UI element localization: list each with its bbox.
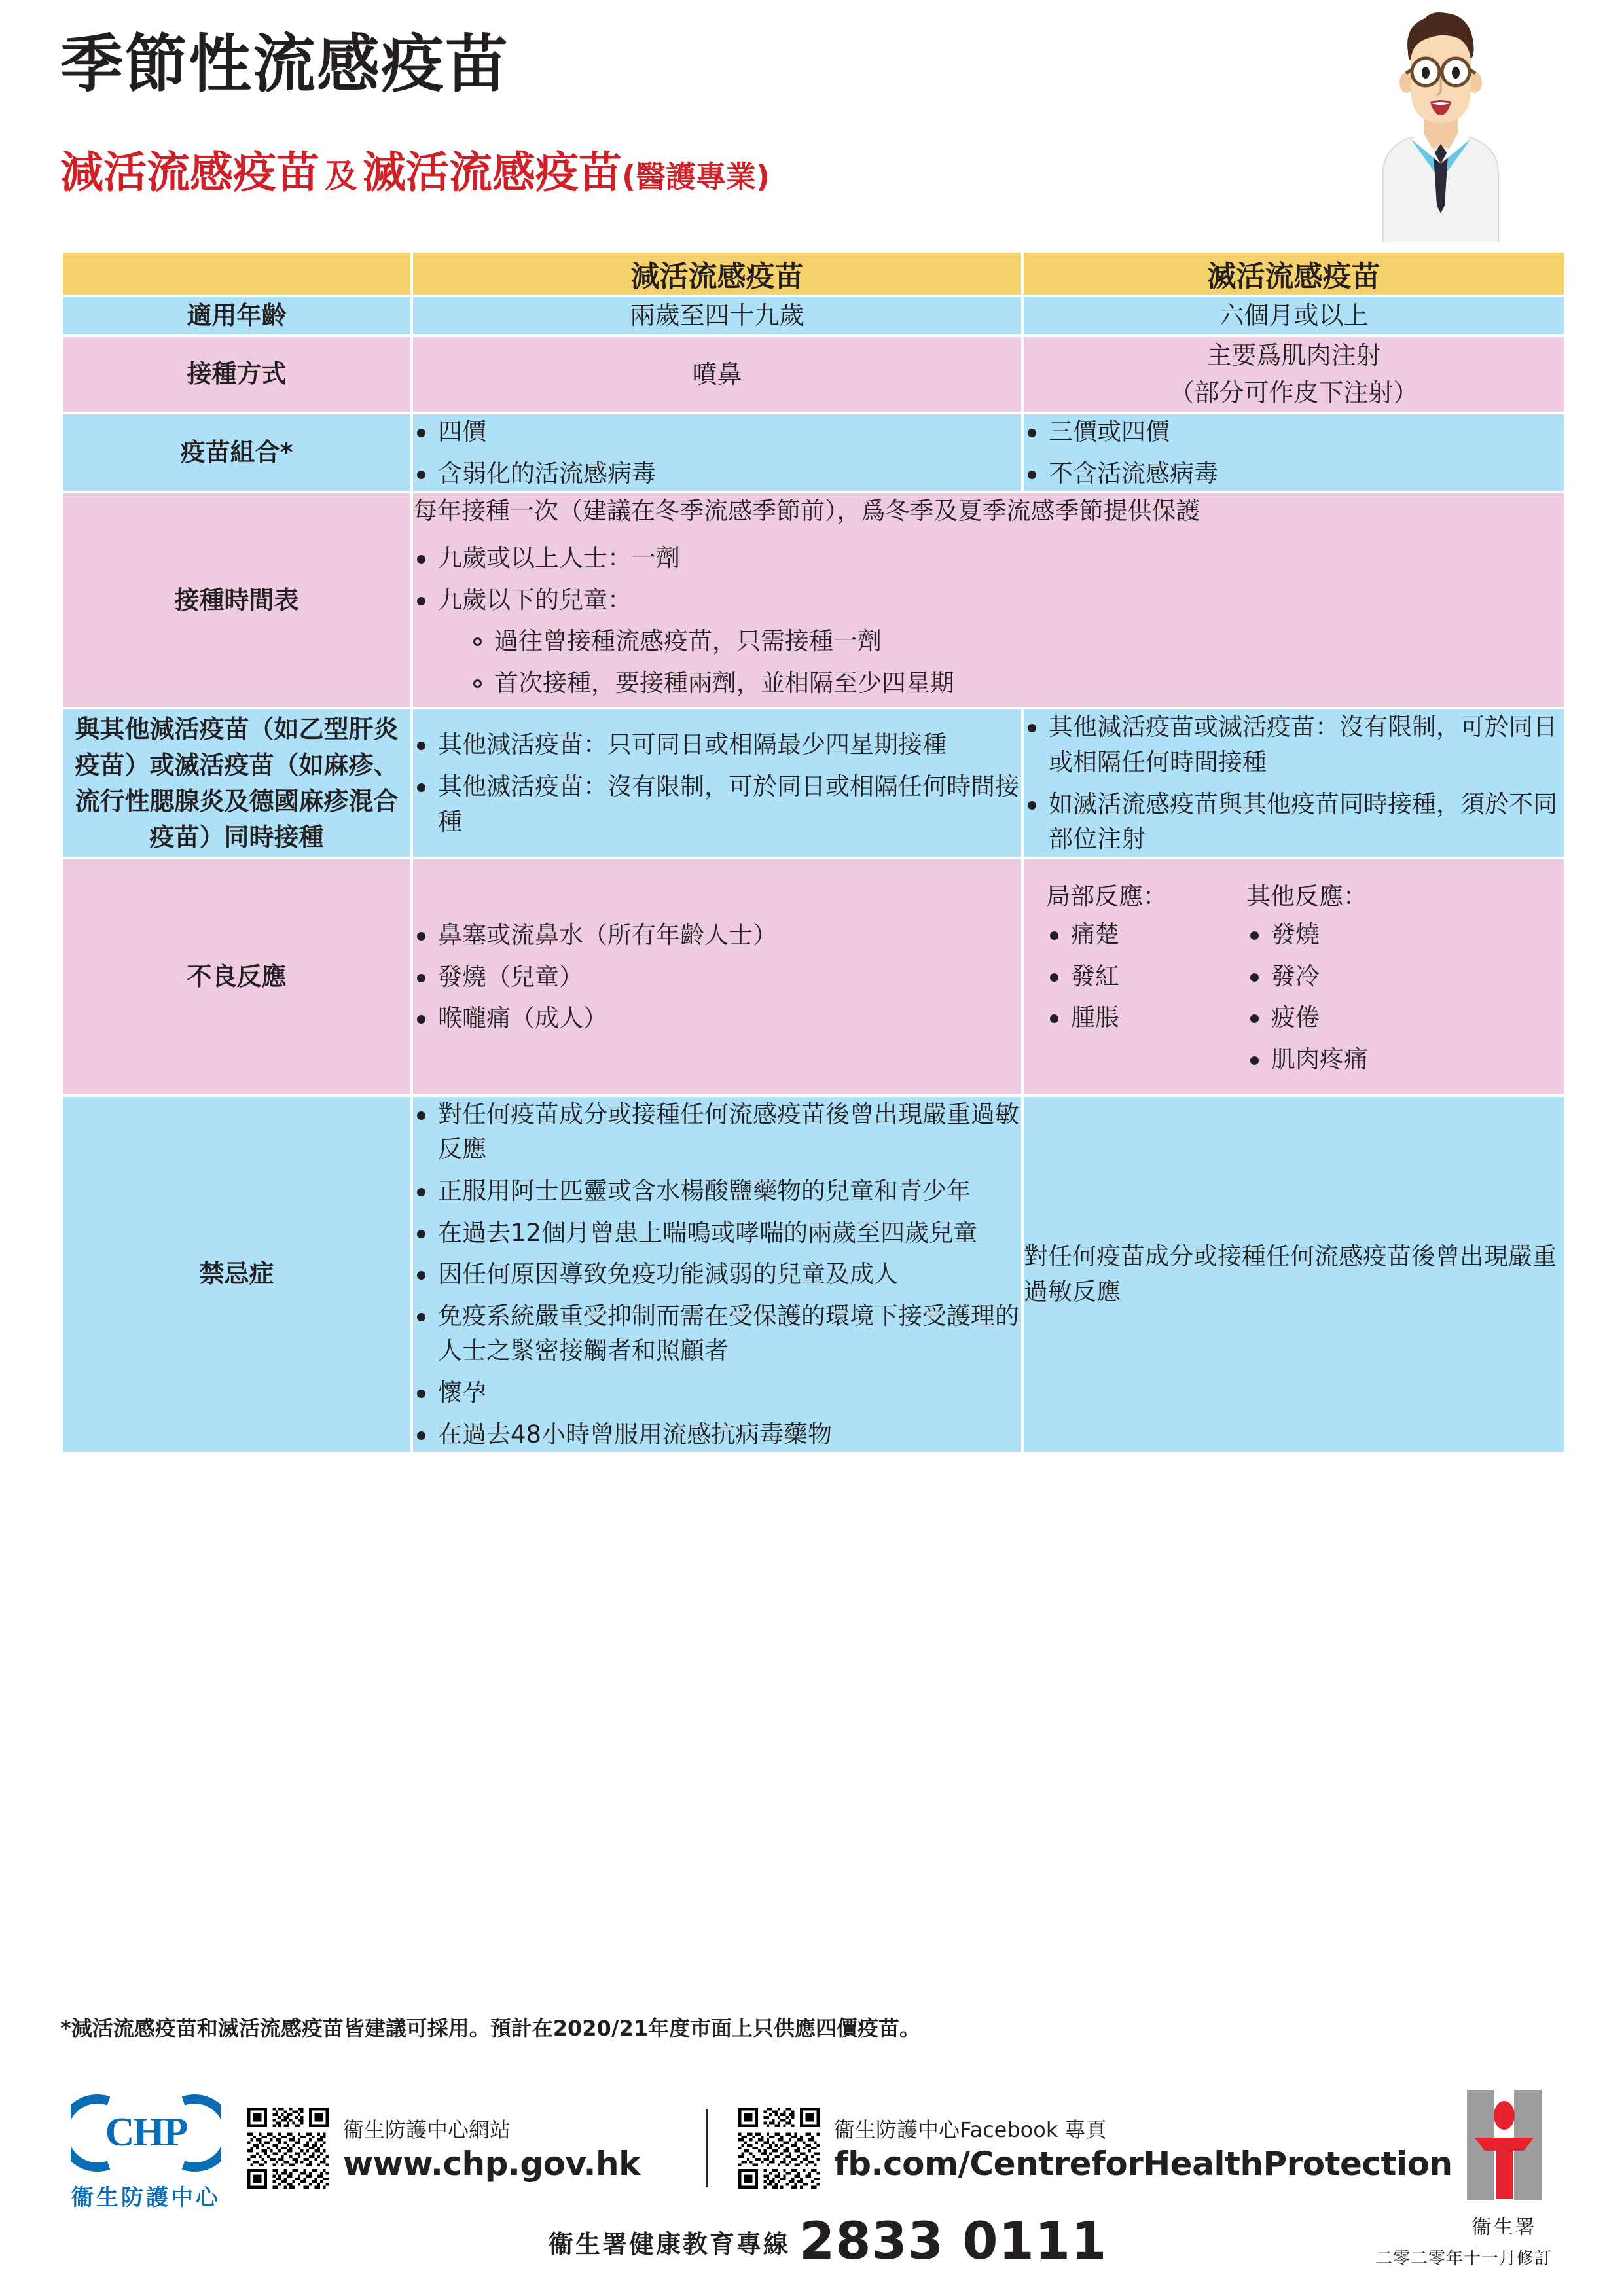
facebook-text-block xyxy=(834,2113,1453,2183)
hotline-number: 2833 0111 xyxy=(799,2212,1108,2271)
website-qr-block[interactable] xyxy=(247,2108,640,2189)
department-of-health-logo xyxy=(1455,2088,1553,2240)
qr-code-facebook-icon[interactable] xyxy=(738,2108,820,2189)
list-item: 發紅 xyxy=(1046,959,1216,994)
adverse-live-list xyxy=(413,918,1021,1036)
row-label-schedule: 接種時間表 xyxy=(62,492,412,708)
list-item: 三價或四價 xyxy=(1024,414,1564,450)
header-cell-live-attenuated: 減活流感疫苗 xyxy=(412,253,1022,296)
row-label-contraindications: 禁忌症 xyxy=(62,1096,412,1454)
cell-coadministration-live xyxy=(412,708,1022,858)
list-item-text: 九歲以下的兒童： xyxy=(438,585,632,614)
list-item: 喉嚨痛（成人） xyxy=(413,1001,1021,1036)
row-label-age: 適用年齡 xyxy=(62,296,412,336)
chp-logo-label: 衞生防護中心 xyxy=(71,2185,221,2211)
adverse-other-group xyxy=(1246,876,1416,1077)
list-item: 四價 xyxy=(413,414,1021,450)
list-item: 鼻塞或流鼻水（所有年齡人士） xyxy=(413,918,1021,953)
doctor-illustration xyxy=(1343,9,1539,242)
cell-composition-live xyxy=(412,413,1022,492)
list-item: 對任何疫苗成分或接種任何流感疫苗後曾出現嚴重過敏反應 xyxy=(413,1097,1021,1167)
list-item: 痛楚 xyxy=(1046,917,1216,952)
adverse-inactivated-groups xyxy=(1024,859,1564,1094)
list-item: 腫脹 xyxy=(1046,1000,1216,1035)
list-item: 不含活流感病毒 xyxy=(1024,456,1564,492)
schedule-sublist xyxy=(438,624,1564,700)
table-row-adverse-reactions xyxy=(62,858,1565,1096)
website-url[interactable]: www.chp.gov.hk xyxy=(343,2145,640,2183)
website-caption: 衞生防護中心網站 xyxy=(343,2117,511,2142)
list-item: 過往曾接種流感疫苗，只需接種一劑 xyxy=(469,624,1564,659)
facebook-url[interactable]: fb.com/CentreforHealthProtection xyxy=(834,2145,1453,2183)
list-item-text: 九歲或以上人士：一劑 xyxy=(438,543,680,572)
subtitle-audience-note: (醫護專業) xyxy=(622,159,770,194)
list-item: 正服用阿士匹靈或含水楊酸鹽藥物的兒童和青少年 xyxy=(413,1174,1021,1209)
table-row-schedule xyxy=(62,492,1565,708)
header-cell-inactivated: 滅活流感疫苗 xyxy=(1022,253,1565,296)
table-row-contraindications xyxy=(62,1096,1565,1454)
vaccine-comparison-table xyxy=(60,253,1566,1454)
cell-schedule-combined xyxy=(412,492,1565,708)
cell-age-live: 兩歲至四十九歲 xyxy=(412,296,1022,336)
page-subtitle xyxy=(60,149,770,197)
list-item: 其他減活疫苗：只可同日或相隔最少四星期接種 xyxy=(413,727,1021,762)
chp-logo xyxy=(71,2093,221,2212)
page-title: 季節性流感疫苗 xyxy=(60,27,509,101)
table-row-coadministration xyxy=(62,708,1565,858)
table-header-row xyxy=(62,253,1565,296)
coadministration-live-list xyxy=(413,727,1021,839)
page-footer xyxy=(0,2081,1624,2296)
subtitle-conjunction: 及 xyxy=(325,157,357,195)
cell-coadministration-inactivated xyxy=(1022,708,1565,858)
row-label-administration: 接種方式 xyxy=(62,336,412,413)
list-item: 在過去12個月曾患上喘鳴或哮喘的兩歲至四歲兒童 xyxy=(413,1215,1021,1251)
cell-adverse-inactivated xyxy=(1022,858,1565,1096)
composition-inactivated-list xyxy=(1024,414,1564,491)
cell-age-inactivated: 六個月或以上 xyxy=(1022,296,1565,336)
row-label-adverse-reactions: 不良反應 xyxy=(62,858,412,1096)
schedule-intro: 每年接種一次（建議在冬季流感季節前），爲冬季及夏季流感季節提供保護 xyxy=(413,497,1200,526)
list-item: 發冷 xyxy=(1246,959,1416,994)
facebook-caption: 衞生防護中心Facebook 專頁 xyxy=(834,2117,1107,2142)
list-item: 如滅活流感疫苗與其他疫苗同時接種，須於不同部位注射 xyxy=(1024,787,1564,857)
cell-composition-inactivated xyxy=(1022,413,1565,492)
list-item: 在過去48小時曾服用流感抗病毒藥物 xyxy=(413,1417,1021,1452)
contraindications-live-list xyxy=(413,1097,1021,1452)
administration-inactivated-line2: （部分可作皮下注射） xyxy=(1169,378,1418,407)
cell-adverse-live xyxy=(412,858,1022,1096)
cell-administration-live: 噴鼻 xyxy=(412,336,1022,413)
dh-logo-icon xyxy=(1455,2088,1553,2206)
subtitle-inactivated-vaccine: 滅活流感疫苗 xyxy=(363,147,622,198)
hotline-label: 衞生署健康教育專線 xyxy=(549,2229,791,2259)
contraindications-inactivated-text: 對任何疫苗成分或接種任何流感疫苗後曾出現嚴重過敏反應 xyxy=(1024,1242,1557,1306)
list-item: 其他滅活疫苗：沒有限制，可於同日或相隔任何時間接種 xyxy=(413,769,1021,839)
cell-contraindications-live xyxy=(412,1096,1022,1454)
coadministration-inactivated-list xyxy=(1024,709,1564,857)
adverse-local-list xyxy=(1046,917,1216,1035)
adverse-other-heading: 其他反應： xyxy=(1246,882,1367,911)
list-item: 肌肉疼痛 xyxy=(1246,1042,1416,1077)
list-item: 首次接種，要接種兩劑，並相隔至少四星期 xyxy=(469,666,1564,701)
row-label-coadministration: 與其他減活疫苗（如乙型肝炎疫苗）或滅活疫苗（如麻疹、流行性腮腺炎及德國麻疹混合疫苗）同時接種 xyxy=(62,708,412,858)
website-text-block xyxy=(343,2113,640,2183)
adverse-local-heading: 局部反應： xyxy=(1046,882,1167,911)
list-item: 含弱化的活流感病毒 xyxy=(413,456,1021,492)
adverse-local-group xyxy=(1046,876,1216,1077)
list-item: 懷孕 xyxy=(413,1375,1021,1410)
cell-administration-inactivated xyxy=(1022,336,1565,413)
header-cell-blank xyxy=(62,253,412,296)
list-item: 免疫系統嚴重受抑制而需在受保護的環境下接受護理的人士之緊密接觸者和照顧者 xyxy=(413,1299,1021,1369)
dh-logo-label: 衞生署 xyxy=(1471,2216,1537,2239)
health-education-hotline xyxy=(549,2212,1107,2271)
svg-text:CHP: CHP xyxy=(105,2110,187,2155)
table-row-composition xyxy=(62,413,1565,492)
subtitle-live-vaccine: 減活流感疫苗 xyxy=(60,147,319,198)
cell-contraindications-inactivated xyxy=(1022,1096,1565,1454)
list-item xyxy=(413,541,1564,576)
footer-divider xyxy=(706,2109,708,2187)
revision-date: 二零二零年十一月修訂 xyxy=(1375,2249,1552,2269)
qr-code-website-icon[interactable] xyxy=(247,2108,329,2189)
list-item: 因任何原因導致免疫功能減弱的兒童及成人 xyxy=(413,1257,1021,1292)
page-header xyxy=(0,0,1624,253)
table-footnote: *減活流感疫苗和滅活流感疫苗皆建議可採用。預計在2020/21年度市面上只供應四價疫苗。 xyxy=(60,2016,921,2041)
list-item: 其他減活疫苗或滅活疫苗：沒有限制，可於同日或相隔任何時間接種 xyxy=(1024,709,1564,780)
list-item: 疲倦 xyxy=(1246,1000,1416,1035)
table-row-administration xyxy=(62,336,1565,413)
list-item: 發燒（兒童） xyxy=(413,960,1021,995)
administration-inactivated-line1: 主要爲肌肉注射 xyxy=(1206,341,1381,370)
chp-logo-icon xyxy=(71,2093,221,2173)
list-item xyxy=(413,583,1564,701)
table-row-age xyxy=(62,296,1565,336)
adverse-other-list xyxy=(1246,917,1416,1077)
facebook-qr-block[interactable] xyxy=(738,2108,1453,2189)
row-label-composition: 疫苗組合* xyxy=(62,413,412,492)
composition-live-list xyxy=(413,414,1021,491)
list-item: 發燒 xyxy=(1246,917,1416,952)
schedule-list xyxy=(413,541,1564,701)
